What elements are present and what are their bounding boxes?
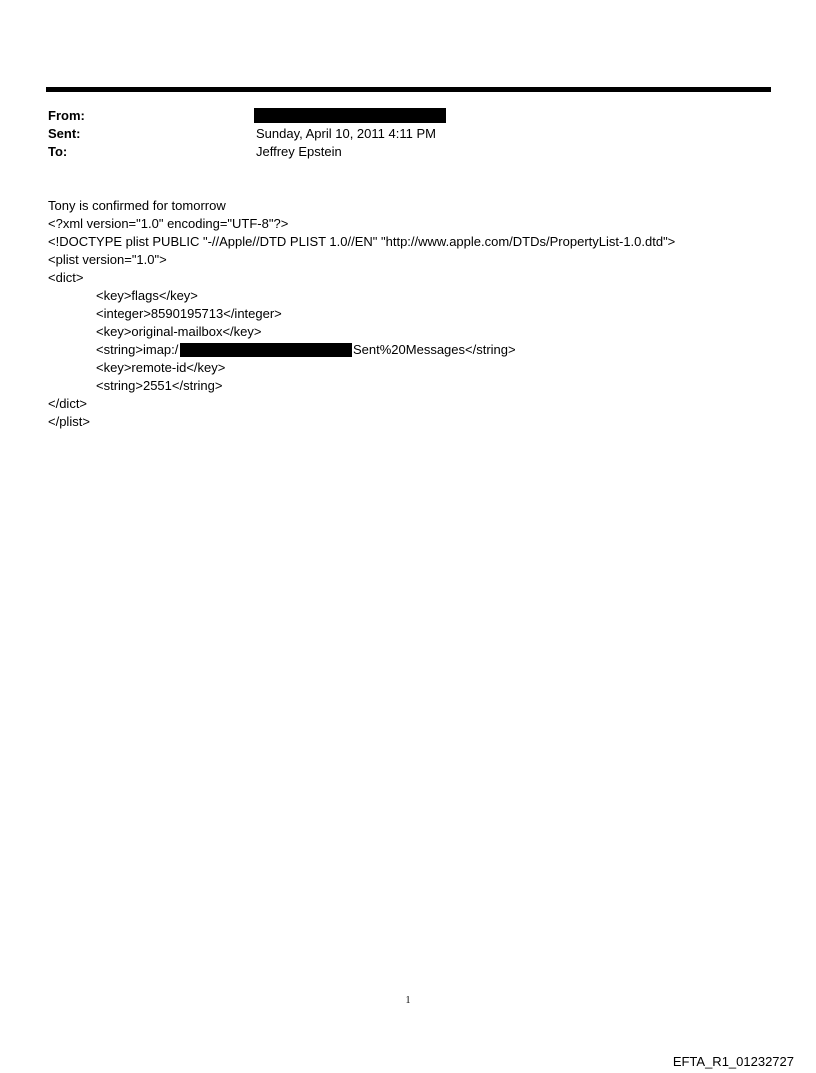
from-label: From: [48,108,85,123]
key-remote-id: <key>remote-id</key> [96,360,226,375]
key-flags: <key>flags</key> [96,288,198,303]
string-remote-id: <string>2551</string> [96,378,223,393]
sent-value: Sunday, April 10, 2011 4:11 PM [256,126,436,141]
imap-redaction [180,343,352,357]
plist-open: <plist version="1.0"> [48,252,167,267]
integer-flags: <integer>8590195713</integer> [96,306,282,321]
to-value: Jeffrey Epstein [256,144,342,159]
from-redaction [254,108,446,123]
doctype-line: <!DOCTYPE plist PUBLIC "-//Apple//DTD PLIST 1.0//EN" "http://www.apple.com/DTDs/PropertyList-1.0.dtd"> [48,234,676,249]
key-original-mailbox: <key>original-mailbox</key> [96,324,262,339]
string-imap-prefix: <string>imap:/ [96,342,179,357]
string-imap-suffix: Sent%20Messages</string> [353,342,516,357]
bates-number: EFTA_R1_01232727 [672,1054,794,1069]
to-label: To: [48,144,68,159]
dict-close: </dict> [48,396,88,411]
sent-label: Sent: [48,126,81,141]
dict-open: <dict> [48,270,84,285]
page-number: 1 [405,995,411,1006]
xml-declaration: <?xml version="1.0" encoding="UTF-8"?> [48,216,289,231]
header-divider [46,87,771,92]
message-text: Tony is confirmed for tomorrow [48,198,226,213]
plist-close: </plist> [48,414,90,429]
